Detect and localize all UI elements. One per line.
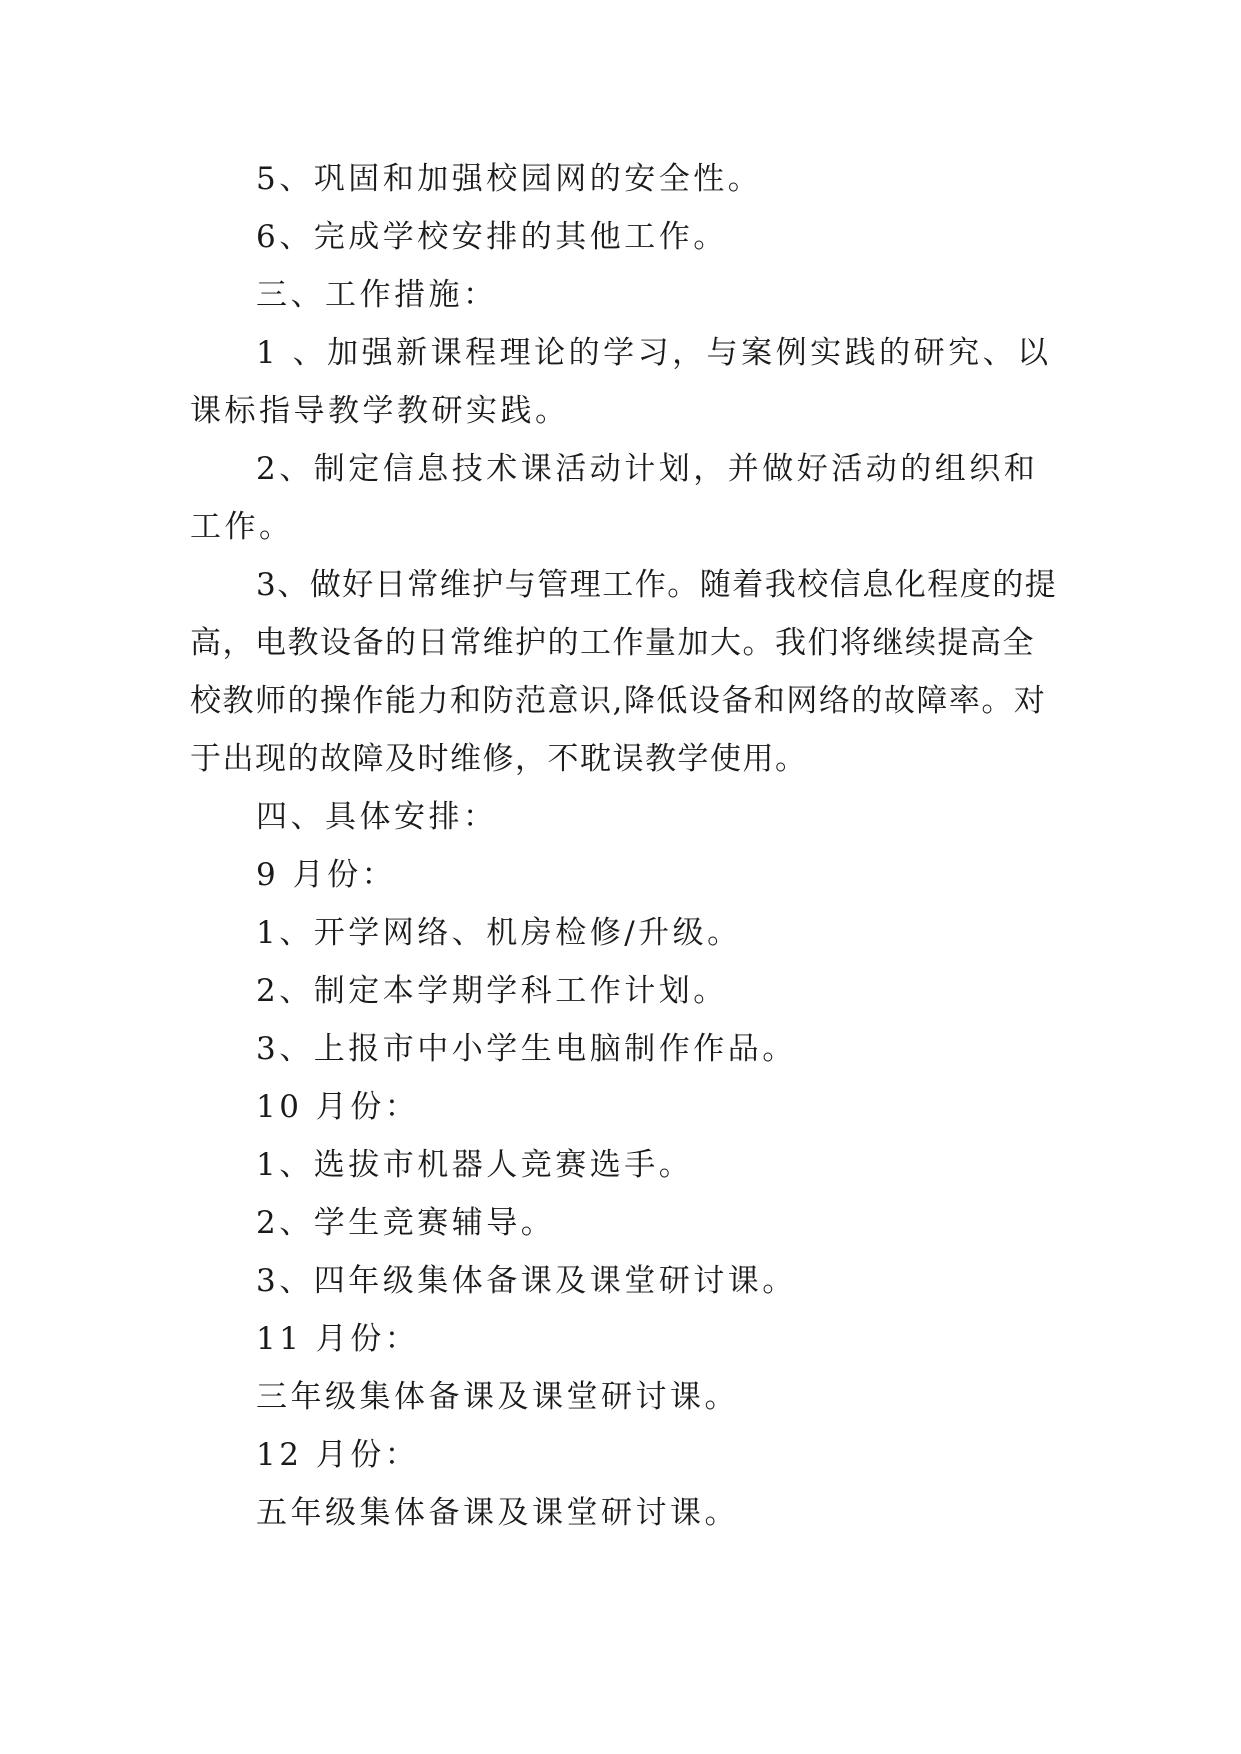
month-heading-november: 11 月份：: [256, 1321, 420, 1357]
october-item-1: 1、选拔市机器人竞赛选手。: [256, 1147, 694, 1183]
document-body: [190, 150, 1060, 1542]
measure-item-2: 2、制定信息技术课活动计划，并做好活动的组织和工作。: [190, 451, 1039, 545]
september-item-3: 3、上报市中小学生电脑制作作品。: [256, 1031, 797, 1067]
month-heading-december: 12 月份：: [256, 1437, 420, 1473]
november-item: 三年级集体备课及课堂研讨课。: [256, 1379, 739, 1415]
section-heading-measures: 三、工作措施：: [256, 277, 498, 313]
section-heading-schedule: 四、具体安排：: [256, 799, 498, 835]
paragraph-item-5: 5、巩固和加强校园网的安全性。: [256, 161, 763, 197]
month-heading-october: 10 月份：: [256, 1089, 420, 1125]
september-item-2: 2、制定本学期学科工作计划。: [256, 973, 728, 1009]
month-heading-september: 9 月份：: [256, 857, 397, 893]
paragraph-item-6: 6、完成学校安排的其他工作。: [256, 219, 728, 255]
october-item-2: 2、学生竞赛辅导。: [256, 1205, 556, 1241]
measure-item-3: 3、做好日常维护与管理工作。随着我校信息化程度的提高，电教设备的日常维护的工作量加大。我们将继续提高全校教师的操作能力和防范意识,降低设备和网络的故障率。对于出现的故障及时维修，不耽误教学使用。: [190, 567, 1058, 777]
december-item: 五年级集体备课及课堂研讨课。: [256, 1495, 739, 1531]
october-item-3: 3、四年级集体备课及课堂研讨课。: [256, 1263, 797, 1299]
september-item-1: 1、开学网络、机房检修/升级。: [256, 915, 742, 951]
measure-item-1: 1 、加强新课程理论的学习，与案例实践的研究、以课标指导教学教研实践。: [190, 335, 1052, 429]
